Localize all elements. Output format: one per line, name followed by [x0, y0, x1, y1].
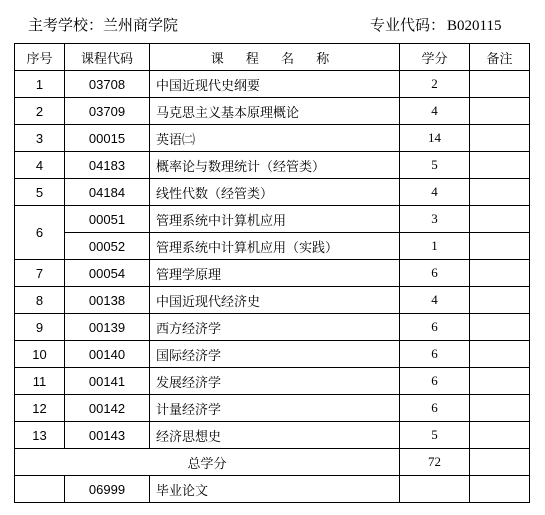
cell-credit: 6 — [400, 260, 470, 287]
cell-seq: 4 — [15, 152, 65, 179]
cell-name: 西方经济学 — [150, 314, 400, 341]
cell-note — [470, 341, 530, 368]
exam-school: 主考学校：兰州商学院 — [28, 16, 179, 34]
cell-note — [470, 314, 530, 341]
major-code-value: B020115 — [447, 18, 502, 34]
cell-seq — [15, 476, 65, 503]
cell-credit: 6 — [400, 341, 470, 368]
thesis-name: 毕业论文 — [150, 476, 400, 503]
cell-seq: 12 — [15, 395, 65, 422]
cell-note — [470, 449, 530, 476]
cell-note — [470, 71, 530, 98]
table-row — [15, 341, 530, 368]
col-header-credit: 学分 — [400, 44, 470, 71]
cell-name: 管理系统中计算机应用（实践） — [150, 233, 400, 260]
cell-note — [470, 368, 530, 395]
total-credits-label: 总学分 — [15, 449, 400, 476]
cell-seq: 11 — [15, 368, 65, 395]
total-row — [15, 449, 530, 476]
cell-name: 国际经济学 — [150, 341, 400, 368]
cell-note — [470, 152, 530, 179]
cell-credit: 5 — [400, 152, 470, 179]
cell-credit: 4 — [400, 179, 470, 206]
course-table — [14, 43, 530, 503]
col-header-seq: 序号 — [15, 44, 65, 71]
cell-credit: 6 — [400, 314, 470, 341]
table-header-row — [15, 44, 530, 71]
cell-code: 03708 — [65, 71, 150, 98]
cell-credit: 4 — [400, 98, 470, 125]
cell-code: 00054 — [65, 260, 150, 287]
col-header-note: 备注 — [470, 44, 530, 71]
cell-seq: 10 — [15, 341, 65, 368]
cell-code: 00015 — [65, 125, 150, 152]
cell-note — [470, 179, 530, 206]
cell-note — [470, 206, 530, 233]
cell-name: 线性代数（经管类） — [150, 179, 400, 206]
cell-code: 00052 — [65, 233, 150, 260]
cell-note — [470, 476, 530, 503]
cell-code: 03709 — [65, 98, 150, 125]
thesis-code: 06999 — [65, 476, 150, 503]
table-row — [15, 233, 530, 260]
cell-credit: 4 — [400, 287, 470, 314]
table-row — [15, 314, 530, 341]
cell-seq: 13 — [15, 422, 65, 449]
cell-seq: 6 — [15, 206, 65, 260]
table-row — [15, 287, 530, 314]
table-row — [15, 422, 530, 449]
col-header-name: 课 程 名 称 — [150, 44, 400, 71]
cell-note — [470, 125, 530, 152]
col-header-code: 课程代码 — [65, 44, 150, 71]
thesis-row — [15, 476, 530, 503]
cell-credit: 3 — [400, 206, 470, 233]
cell-note — [470, 422, 530, 449]
table-row — [15, 125, 530, 152]
major-code-label: 专业代码： — [370, 16, 446, 34]
total-credits-value: 72 — [400, 449, 470, 476]
cell-name: 马克思主义基本原理概论 — [150, 98, 400, 125]
cell-code: 00139 — [65, 314, 150, 341]
table-row — [15, 152, 530, 179]
cell-note — [470, 287, 530, 314]
cell-code: 00143 — [65, 422, 150, 449]
table-row — [15, 206, 530, 233]
table-row — [15, 179, 530, 206]
cell-note — [470, 233, 530, 260]
cell-name: 中国近现代史纲要 — [150, 71, 400, 98]
cell-seq: 8 — [15, 287, 65, 314]
cell-credit: 2 — [400, 71, 470, 98]
cell-name: 英语㈡ — [150, 125, 400, 152]
cell-credit: 14 — [400, 125, 470, 152]
cell-name: 中国近现代经济史 — [150, 287, 400, 314]
cell-code: 00140 — [65, 341, 150, 368]
cell-credit: 1 — [400, 233, 470, 260]
cell-credit: 6 — [400, 368, 470, 395]
cell-note — [470, 395, 530, 422]
cell-seq: 2 — [15, 98, 65, 125]
cell-seq: 9 — [15, 314, 65, 341]
major-code — [370, 14, 501, 35]
cell-code: 04183 — [65, 152, 150, 179]
cell-name: 经济思想史 — [150, 422, 400, 449]
cell-seq: 7 — [15, 260, 65, 287]
cell-code: 00051 — [65, 206, 150, 233]
cell-name: 管理系统中计算机应用 — [150, 206, 400, 233]
cell-code: 00142 — [65, 395, 150, 422]
cell-code: 00138 — [65, 287, 150, 314]
table-row — [15, 368, 530, 395]
cell-seq: 3 — [15, 125, 65, 152]
cell-note — [470, 98, 530, 125]
cell-seq: 5 — [15, 179, 65, 206]
table-row — [15, 98, 530, 125]
cell-credit: 6 — [400, 395, 470, 422]
cell-code: 00141 — [65, 368, 150, 395]
cell-name: 发展经济学 — [150, 368, 400, 395]
cell-name: 计量经济学 — [150, 395, 400, 422]
cell-credit: 5 — [400, 422, 470, 449]
table-row — [15, 395, 530, 422]
cell-name: 概率论与数理统计（经管类） — [150, 152, 400, 179]
table-row — [15, 260, 530, 287]
cell-credit — [400, 476, 470, 503]
cell-name: 管理学原理 — [150, 260, 400, 287]
cell-seq: 1 — [15, 71, 65, 98]
cell-code: 04184 — [65, 179, 150, 206]
table-row — [15, 71, 530, 98]
cell-note — [470, 260, 530, 287]
